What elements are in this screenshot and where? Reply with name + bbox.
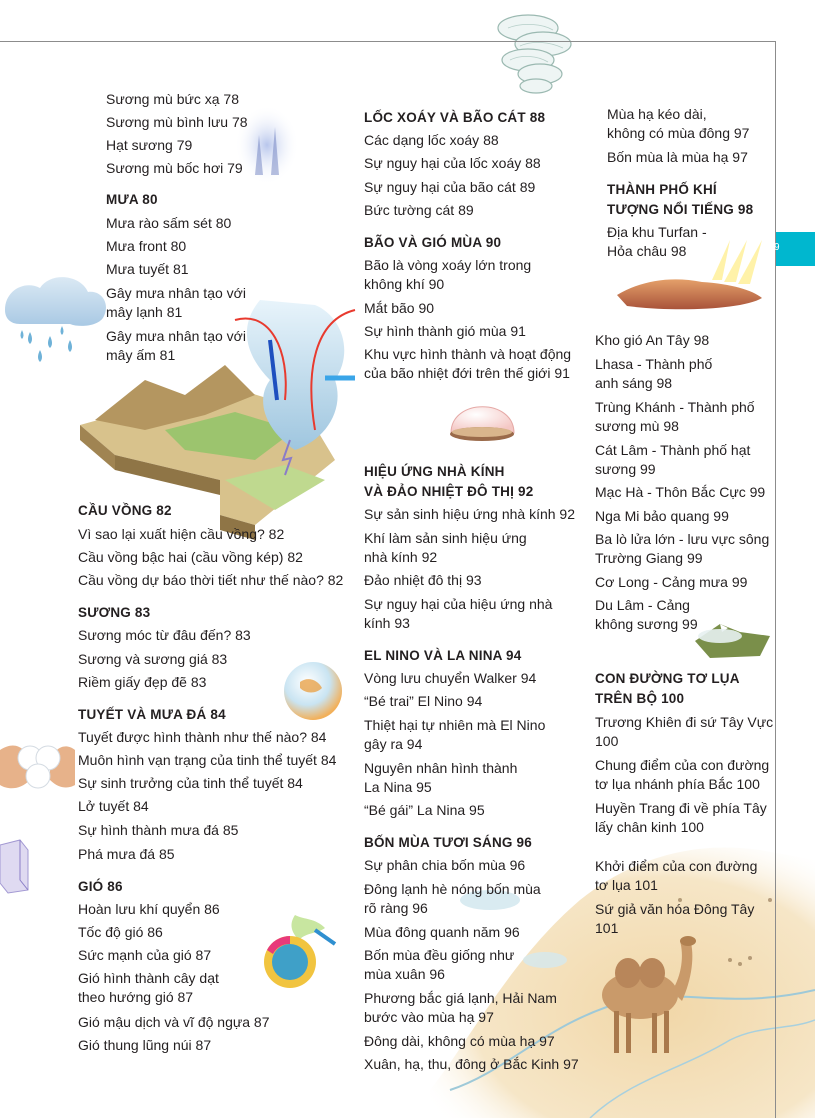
page-number: 9 bbox=[774, 242, 780, 253]
toc-entry: Bốn mùa đều giống như bbox=[364, 947, 515, 963]
toc-entry: Trùng Khánh - Thành phố bbox=[595, 399, 755, 415]
hail-cube-illustration bbox=[0, 835, 30, 895]
toc-section-heading: MƯA 80 bbox=[106, 192, 158, 207]
toc-entry: Muôn hình vạn trạng của tinh thể tuyết 84 bbox=[78, 752, 337, 768]
toc-entry: Xuân, hạ, thu, đông ở Bắc Kinh 97 bbox=[364, 1056, 579, 1072]
toc-entry: Riềm giấy đẹp đẽ 83 bbox=[78, 674, 207, 690]
toc-entry: sương 99 bbox=[595, 461, 656, 477]
toc-section-heading: HIỆU ỨNG NHÀ KÍNH bbox=[364, 464, 505, 479]
toc-entry: Sương mù bốc hơi 79 bbox=[106, 160, 243, 176]
toc-entry: Mạc Hà - Thôn Bắc Cực 99 bbox=[595, 484, 766, 500]
toc-entry: Nguyên nhân hình thành bbox=[364, 760, 518, 776]
toc-entry: Lở tuyết 84 bbox=[78, 798, 149, 814]
toc-entry: Tốc độ gió 86 bbox=[78, 924, 163, 940]
toc-entry: Gây mưa nhân tạo với bbox=[106, 328, 246, 344]
globe-illustration bbox=[282, 660, 344, 722]
toc-entry: tơ lụa 101 bbox=[595, 877, 658, 893]
toc-entry: Mắt bão 90 bbox=[364, 300, 435, 316]
page-frame-right bbox=[775, 41, 776, 1118]
toc-entry: “Bé trai” El Nino 94 bbox=[364, 693, 483, 709]
toc-entry: Sự nguy hại của lốc xoáy 88 bbox=[364, 155, 541, 171]
toc-entry: kính 93 bbox=[364, 615, 410, 631]
toc-entry: 101 bbox=[595, 920, 619, 936]
toc-entry: Phương bắc giá lạnh, Hải Nam bbox=[364, 990, 557, 1006]
toc-entry: Sương và sương giá 83 bbox=[78, 651, 228, 667]
toc-entry: Kho gió An Tây 98 bbox=[595, 332, 710, 348]
toc-entry: Nga Mi bảo quang 99 bbox=[595, 508, 729, 524]
toc-entry: Lhasa - Thành phố bbox=[595, 356, 713, 372]
toc-entry: Sự sản sinh hiệu ứng nhà kính 92 bbox=[364, 506, 575, 522]
toc-entry: Sự hình thành gió mùa 91 bbox=[364, 323, 526, 339]
toc-entry: không sương 99 bbox=[595, 616, 698, 632]
toc-entry: Sự phân chia bốn mùa 96 bbox=[364, 857, 526, 873]
greenhouse-dome-illustration bbox=[445, 388, 520, 448]
toc-entry: Mưa front 80 bbox=[106, 238, 187, 254]
toc-entry: Mùa hạ kéo dài, bbox=[607, 106, 707, 122]
toc-entry: Các dạng lốc xoáy 88 bbox=[364, 132, 499, 148]
toc-section-heading: TUYẾT VÀ MƯA ĐÁ 84 bbox=[78, 707, 226, 722]
toc-entry: Huyền Trang đi về phía Tây bbox=[595, 800, 767, 816]
toc-entry: Sương móc từ đâu đến? 83 bbox=[78, 627, 251, 643]
toc-entry: theo hướng gió 87 bbox=[78, 989, 194, 1005]
toc-entry: Bão là vòng xoáy lớn trong bbox=[364, 257, 532, 273]
toc-entry: Mưa tuyết 81 bbox=[106, 261, 189, 277]
toc-entry: Sự nguy hại của bão cát 89 bbox=[364, 179, 536, 195]
toc-entry: Gây mưa nhân tạo với bbox=[106, 285, 246, 301]
toc-entry: Đông lạnh hè nóng bốn mùa bbox=[364, 881, 541, 897]
toc-entry: Khởi điểm của con đường bbox=[595, 858, 758, 874]
toc-entry: mây lạnh 81 bbox=[106, 304, 183, 320]
toc-entry: La Nina 95 bbox=[364, 779, 432, 795]
toc-entry: Gió thung lũng núi 87 bbox=[78, 1037, 212, 1053]
toc-entry: Hoàn lưu khí quyển 86 bbox=[78, 901, 220, 917]
toc-entry: Sứ giả văn hóa Đông Tây bbox=[595, 901, 755, 917]
toc-entry: “Bé gái” La Nina 95 bbox=[364, 802, 485, 818]
toc-section-heading: TRÊN BỘ 100 bbox=[595, 691, 685, 706]
toc-entry: Sự hình thành mưa đá 85 bbox=[78, 822, 239, 838]
toc-section-heading: CON ĐƯỜNG TƠ LỤA bbox=[595, 671, 740, 686]
toc-entry: Cầu vồng dự báo thời tiết như thế nào? 82 bbox=[78, 572, 344, 588]
toc-entry: Thiệt hại tự nhiên mà El Nino bbox=[364, 717, 546, 733]
toc-entry: rõ ràng 96 bbox=[364, 900, 428, 916]
toc-section-heading: LỐC XOÁY VÀ BÃO CÁT 88 bbox=[364, 110, 546, 125]
toc-entry: nhà kính 92 bbox=[364, 549, 438, 565]
toc-entry: Phá mưa đá 85 bbox=[78, 846, 175, 862]
toc-entry: Trương Khiên đi sứ Tây Vực bbox=[595, 714, 774, 730]
toc-section-heading: THÀNH PHỐ KHÍ bbox=[607, 182, 717, 197]
toc-entry: Bốn mùa là mùa hạ 97 bbox=[607, 149, 748, 165]
toc-section-heading: CẦU VỒNG 82 bbox=[78, 503, 172, 518]
cloud-sketch-illustration bbox=[488, 8, 583, 94]
toc-entry: Cơ Long - Cảng mưa 99 bbox=[595, 574, 748, 590]
toc-section-heading: BÃO VÀ GIÓ MÙA 90 bbox=[364, 235, 502, 250]
toc-entry: Cầu vồng bậc hai (cầu vồng kép) 82 bbox=[78, 549, 303, 565]
toc-entry: anh sáng 98 bbox=[595, 375, 673, 391]
toc-entry: Mưa rào sấm sét 80 bbox=[106, 215, 232, 231]
toc-entry: Địa khu Turfan - bbox=[607, 224, 707, 240]
toc-entry: Tuyết được hình thành như thế nào? 84 bbox=[78, 729, 327, 745]
toc-entry: Đông dài, không có mùa hạ 97 bbox=[364, 1033, 555, 1049]
toc-entry: Sự sinh trưởng của tinh thể tuyết 84 bbox=[78, 775, 303, 791]
toc-section-heading: TƯỢNG NỔI TIẾNG 98 bbox=[607, 202, 754, 217]
toc-entry: Ba lò lửa lớn - lưu vực sông bbox=[595, 531, 770, 547]
snowball-hands-illustration bbox=[0, 730, 75, 800]
toc-entry: Khí làm sản sinh hiệu ứng bbox=[364, 530, 527, 546]
toc-entry: Sức mạnh của gió 87 bbox=[78, 947, 212, 963]
toc-entry: bước vào mùa hạ 97 bbox=[364, 1009, 494, 1025]
toc-entry: của bão nhiệt đới trên thế giới 91 bbox=[364, 365, 570, 381]
toc-entry: Gió mậu dịch và vĩ độ ngựa 87 bbox=[78, 1014, 270, 1030]
toc-section-heading: EL NINO VÀ LA NINA 94 bbox=[364, 648, 522, 663]
toc-entry: không khí 90 bbox=[364, 276, 445, 292]
toc-entry: không có mùa đông 97 bbox=[607, 125, 750, 141]
toc-entry: Mùa đông quanh năm 96 bbox=[364, 924, 520, 940]
page-frame-top bbox=[0, 41, 776, 42]
toc-entry: tơ lụa nhánh phía Bắc 100 bbox=[595, 776, 760, 792]
mountain-cloud-illustration bbox=[690, 606, 775, 666]
toc-entry: Sự nguy hại của hiệu ứng nhà bbox=[364, 596, 553, 612]
toc-entry: Gió hình thành cây dạt bbox=[78, 970, 219, 986]
toc-entry: Vì sao lại xuất hiện cầu vồng? 82 bbox=[78, 526, 285, 542]
toc-entry: Chung điểm của con đường bbox=[595, 757, 770, 773]
toc-entry: Sương mù bức xạ 78 bbox=[106, 91, 239, 107]
toc-entry: Vòng lưu chuyển Walker 94 bbox=[364, 670, 537, 686]
toc-entry: Khu vực hình thành và hoạt động bbox=[364, 346, 572, 362]
toc-entry: Du Lâm - Cảng bbox=[595, 597, 690, 613]
toc-entry: Cát Lâm - Thành phố hạt bbox=[595, 442, 751, 458]
wind-circle-illustration bbox=[255, 910, 345, 990]
toc-entry: gây ra 94 bbox=[364, 736, 423, 752]
toc-entry: Đảo nhiệt đô thị 93 bbox=[364, 572, 482, 588]
toc-entry: 100 bbox=[595, 733, 619, 749]
toc-entry: Hỏa châu 98 bbox=[607, 243, 687, 259]
toc-entry: Sương mù bình lưu 78 bbox=[106, 114, 248, 130]
toc-section-heading: GIÓ 86 bbox=[78, 879, 123, 894]
toc-section-heading: BỐN MÙA TƯƠI SÁNG 96 bbox=[364, 835, 532, 850]
page-number-tab bbox=[776, 232, 815, 266]
toc-entry: Bức tường cát 89 bbox=[364, 202, 474, 218]
toc-entry: sương mù 98 bbox=[595, 418, 679, 434]
toc-entry: mùa xuân 96 bbox=[364, 966, 445, 982]
toc-entry: mây ấm 81 bbox=[106, 347, 176, 363]
toc-entry: Trường Giang 99 bbox=[595, 550, 703, 566]
toc-entry: lấy chân kinh 100 bbox=[595, 819, 704, 835]
toc-section-heading: VÀ ĐẢO NHIỆT ĐÔ THỊ 92 bbox=[364, 484, 534, 499]
toc-section-heading: SƯƠNG 83 bbox=[78, 605, 151, 620]
toc-entry: Hạt sương 79 bbox=[106, 137, 193, 153]
